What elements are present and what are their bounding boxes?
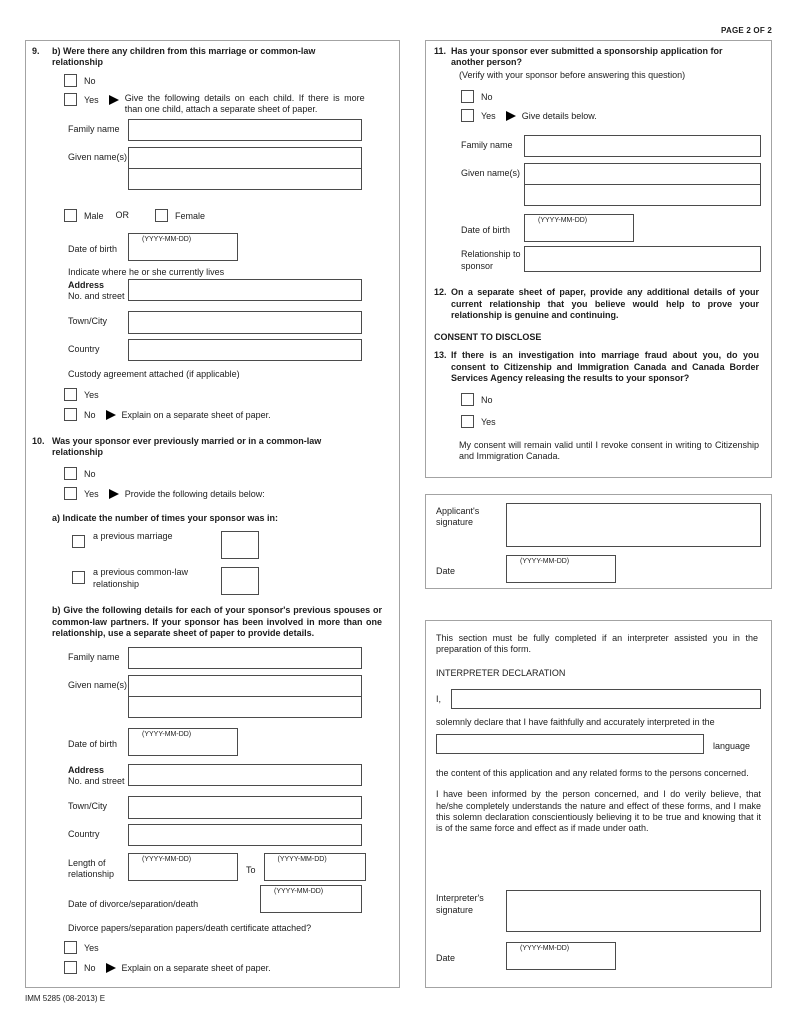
- q11-relationship-label: Relationship to sponsor: [461, 249, 521, 271]
- q10-given-names-input-2[interactable]: [128, 696, 362, 718]
- q11-dob-format-hint: (YYYY-MM-DD): [538, 217, 588, 225]
- q10-marriage-count-row: [72, 531, 399, 559]
- q10-commonlaw-count-row: [72, 567, 399, 595]
- q9-family-name-input[interactable]: [128, 119, 362, 141]
- q10-given-names-label: Given name(s): [68, 680, 128, 690]
- q10-family-name-row: [68, 647, 362, 669]
- q9-country-label: Country: [68, 344, 100, 355]
- q11-family-name-input[interactable]: [524, 135, 761, 157]
- q10-street-input[interactable]: [128, 764, 362, 786]
- q9-sex-row: [64, 209, 399, 222]
- q10-divorce-date-format-hint: (YYYY-MM-DD): [274, 887, 324, 895]
- arrow-right-icon: [106, 410, 116, 420]
- q11-number: 11.: [434, 46, 447, 56]
- q11-dob-label: Date of birth: [461, 225, 511, 236]
- interpreter-declaration-panel: [425, 620, 772, 988]
- interpreter-i-label: I,: [436, 693, 442, 704]
- q9-yes-label: Yes: [84, 94, 99, 105]
- q9-or-label: OR: [115, 210, 130, 221]
- q9-family-name-label: Family name: [68, 124, 120, 135]
- q9-street-input[interactable]: [128, 279, 362, 301]
- q10-length-to-format-hint: (YYYY-MM-DD): [277, 855, 327, 863]
- q10-commonlaw-count-input[interactable]: [221, 567, 259, 595]
- q10-a-heading: a) Indicate the number of times your sponsor was in:: [52, 513, 279, 523]
- q10-papers-no-instruction: Explain on a separate sheet of paper.: [121, 963, 271, 973]
- interpreter-intro: This section must be fully completed if an interpreter assisted you in the preparation of this form.: [436, 633, 758, 655]
- arrow-right-icon: [109, 95, 119, 105]
- interpreter-content-line: the content of this application and any related forms to the persons concerned.: [436, 768, 749, 778]
- interpreter-name-input[interactable]: [451, 689, 761, 709]
- q11-given-names-inputs: [524, 163, 761, 206]
- q9-no-option: [64, 74, 399, 87]
- q9-given-names-input-1[interactable]: [128, 147, 362, 169]
- q11-family-name-row: [461, 135, 761, 157]
- q13-yes-label: Yes: [481, 417, 496, 428]
- applicant-signature-input[interactable]: [506, 503, 761, 547]
- q10-divorce-papers-label: Divorce papers/separation papers/death certificate attached?: [68, 922, 312, 933]
- left-form-panel: [25, 40, 400, 988]
- interpreter-signature-label: Interpreter's signature: [436, 893, 484, 915]
- q13-no-label: No: [481, 395, 493, 405]
- q9-custody-no-option: [64, 408, 399, 421]
- q9-address-label-block: [68, 279, 128, 303]
- q10-length-from-input[interactable]: [128, 853, 238, 881]
- q10-papers-no-checkbox[interactable]: [64, 961, 77, 974]
- q10-papers-yes-label: Yes: [84, 942, 99, 953]
- q11-yes-instruction: Give details below.: [521, 111, 597, 121]
- q13-yes-option: [461, 415, 771, 428]
- q11-question: Has your sponsor ever submitted a sponsorship application for another person?: [451, 46, 723, 68]
- applicant-date-label: Date: [436, 566, 456, 576]
- q9-dob-format-hint: (YYYY-MM-DD): [142, 235, 192, 243]
- consent-note: My consent will remain valid until I revoke consent in writing to Citizenship and Immigration Canada.: [459, 439, 759, 461]
- consent-heading: CONSENT TO DISCLOSE: [434, 332, 542, 342]
- q10-town-input[interactable]: [128, 796, 362, 819]
- q10-previous-marriage-label: a previous marriage: [93, 531, 173, 542]
- q9-custody-no-checkbox[interactable]: [64, 408, 77, 421]
- q9-currently-lives-label: Indicate where he or she currently lives: [68, 266, 225, 277]
- q10-no-option: [64, 467, 399, 480]
- q11-given-names-row: [461, 163, 761, 206]
- q9-custody-no-instruction: Explain on a separate sheet of paper.: [121, 409, 271, 420]
- q12-number: 12.: [434, 287, 447, 298]
- q13-no-option: [461, 393, 771, 406]
- q9-country-input[interactable]: [128, 339, 362, 361]
- q10-country-input[interactable]: [128, 824, 362, 846]
- interpreter-signature-input[interactable]: [506, 890, 761, 932]
- interpreter-date-input[interactable]: [506, 942, 616, 970]
- q10-previous-commonlaw-checkbox[interactable]: [72, 571, 85, 584]
- q10-length-to-label: To: [246, 864, 256, 875]
- q10-no-label: No: [84, 468, 96, 479]
- q11-verify-note: (Verify with your sponsor before answering this question): [459, 69, 686, 80]
- q9-female-checkbox[interactable]: [155, 209, 168, 222]
- q11-given-names-input-2[interactable]: [524, 184, 761, 206]
- q9-no-checkbox[interactable]: [64, 74, 77, 87]
- q9-custody-yes-checkbox[interactable]: [64, 388, 77, 401]
- q10-yes-option: [64, 487, 399, 500]
- q11-no-checkbox[interactable]: [461, 90, 474, 103]
- q9-custody-yes-label: Yes: [84, 389, 99, 400]
- q11-yes-option: [461, 109, 771, 122]
- applicant-signature-row: [436, 503, 761, 547]
- interpreter-signature-row: [436, 890, 761, 932]
- q10-yes-instruction: Provide the following details below:: [124, 488, 265, 499]
- q10-given-names-inputs: [128, 675, 362, 718]
- q9-given-names-input-2[interactable]: [128, 168, 362, 190]
- q9-male-checkbox[interactable]: [64, 209, 77, 222]
- q11-given-names-input-1[interactable]: [524, 163, 761, 185]
- q10-address-label: Address: [68, 765, 105, 775]
- q9-no-label: No: [84, 75, 96, 86]
- q10-divorce-date-input[interactable]: [260, 885, 362, 913]
- interpreter-language-row: [436, 734, 761, 754]
- interpreter-language-input[interactable]: [436, 734, 704, 754]
- q9-yes-option: [64, 93, 399, 116]
- q9-male-label: Male: [84, 211, 104, 222]
- q9-street-label: No. and street: [68, 291, 125, 301]
- q9-given-names-label: Given name(s): [68, 152, 128, 163]
- q10-question: Was your sponsor ever previously married or in a common-law relationship: [52, 436, 322, 458]
- q10-number: 10.: [32, 436, 45, 446]
- q10-dob-label: Date of birth: [68, 739, 118, 749]
- q10-yes-label: Yes: [84, 488, 99, 499]
- q10-town-label: Town/City: [68, 800, 108, 811]
- q9-number: 9.: [32, 46, 40, 56]
- applicant-signature-label: Applicant's signature: [436, 506, 480, 528]
- q12-question: On a separate sheet of paper, provide any additional details of your current relationship that you believe would help to prove your relationship is genuine and continuing.: [451, 287, 759, 320]
- interpreter-date-label: Date: [436, 953, 456, 964]
- q10-address-label-block: [68, 764, 128, 788]
- q10-papers-no-label: No: [84, 963, 96, 973]
- q10-question-row: [32, 436, 399, 459]
- q10-previous-commonlaw-label: a previous common-law relationship: [93, 567, 189, 589]
- q9-dob-row: [68, 233, 362, 261]
- q10-country-row: [68, 824, 362, 846]
- q13-no-checkbox[interactable]: [461, 393, 474, 406]
- q9-given-names-row: [68, 147, 362, 190]
- q11-yes-checkbox[interactable]: [461, 109, 474, 122]
- q10-given-names-row: [68, 675, 362, 718]
- q12-question-row: [434, 287, 759, 321]
- applicant-signature-panel: [425, 494, 772, 589]
- q11-relationship-input[interactable]: [524, 246, 761, 272]
- q9-female-label: Female: [175, 211, 206, 222]
- q10-divorce-date-label: Date of divorce/separation/death: [68, 898, 199, 909]
- q10-family-name-input[interactable]: [128, 647, 362, 669]
- q10-given-names-input-1[interactable]: [128, 675, 362, 697]
- q10-yes-checkbox[interactable]: [64, 487, 77, 500]
- q9-dob-input[interactable]: [128, 233, 238, 261]
- q9-question-row: [32, 46, 399, 69]
- q9-dob-label: Date of birth: [68, 243, 118, 254]
- q9-family-name-row: [68, 119, 362, 141]
- q10-town-row: [68, 796, 362, 819]
- interpreter-heading: INTERPRETER DECLARATION: [436, 667, 566, 678]
- q9-street-row: [68, 279, 362, 303]
- arrow-right-icon: [109, 489, 119, 499]
- q9-custody-label: Custody agreement attached (if applicable): [68, 369, 240, 380]
- q10-dob-row: [68, 728, 362, 756]
- q9-given-names-inputs: [128, 147, 362, 190]
- q13-question: If there is an investigation into marriage fraud about you, do you consent to Citizenship and Immigration Canada and Canada Border Services Agency releasing the results to your sponsor?: [451, 350, 759, 383]
- q11-relationship-row: [461, 246, 761, 272]
- applicant-date-input[interactable]: [506, 555, 616, 583]
- q10-divorce-date-row: [68, 885, 362, 913]
- interpreter-date-row: [436, 942, 761, 970]
- interpreter-date-format-hint: (YYYY-MM-DD): [520, 945, 570, 953]
- arrow-right-icon: [106, 963, 116, 973]
- q11-dob-row: [461, 214, 761, 242]
- q10-marriage-count-input[interactable]: [221, 531, 259, 559]
- page-number-label: PAGE 2 OF 2: [721, 26, 772, 35]
- q10-previous-marriage-checkbox[interactable]: [72, 535, 85, 548]
- q10-street-label: No. and street: [68, 776, 125, 787]
- q10-length-label: Length of relationship: [68, 857, 115, 879]
- q10-country-label: Country: [68, 828, 100, 839]
- q9-town-row: [68, 311, 362, 334]
- interpreter-paragraph: I have been informed by the person concerned, and I do verily believe, that he/she completely understands the nature and effect of these forms, and I make this solemn declaration conscientiously believing it to be true and knowing that it is of the same force and effect as if made under oath.: [436, 789, 761, 833]
- q10-papers-yes-checkbox[interactable]: [64, 941, 77, 954]
- interpreter-language-label: language: [713, 741, 751, 751]
- q10-b-heading: b) Give the following details for each of your sponsor's previous spouses or common-law partners. If your sponsor has been involved in more than one relationship, use a separate sheet of paper to provide details.: [52, 605, 382, 638]
- interpreter-declare-line: solemnly declare that I have faithfully and accurately interpreted in the: [436, 716, 715, 727]
- q10-no-checkbox[interactable]: [64, 467, 77, 480]
- q10-papers-yes-option: [64, 941, 399, 954]
- form-number-label: IMM 5285 (08-2013) E: [25, 994, 106, 1003]
- q13-yes-checkbox[interactable]: [461, 415, 474, 428]
- q9-custody-yes-option: [64, 388, 399, 401]
- q13-number: 13.: [434, 350, 447, 361]
- applicant-date-format-hint: (YYYY-MM-DD): [520, 558, 570, 565]
- q11-dob-input[interactable]: [524, 214, 634, 242]
- q11-question-row: [434, 46, 771, 69]
- q10-papers-no-option: [64, 961, 399, 974]
- q9-town-label: Town/City: [68, 316, 108, 327]
- q9-yes-instruction: Give the following details on each child. If there is more than one child, attach a separate sheet of paper.: [124, 92, 365, 114]
- q11-no-label: No: [481, 91, 493, 102]
- q11-family-name-label: Family name: [461, 140, 513, 151]
- q9-yes-checkbox[interactable]: [64, 93, 77, 106]
- q10-dob-format-hint: (YYYY-MM-DD): [142, 731, 192, 738]
- q10-family-name-label: Family name: [68, 652, 120, 662]
- interpreter-name-row: [436, 689, 761, 709]
- q9-question: b) Were there any children from this marriage or common-law relationship: [52, 46, 316, 68]
- q10-length-to-input[interactable]: [264, 853, 366, 881]
- arrow-right-icon: [506, 111, 516, 121]
- q10-dob-input[interactable]: [128, 728, 238, 756]
- sponsor-history-panel: [425, 40, 772, 478]
- q10-street-row: [68, 764, 362, 788]
- q11-given-names-label: Given name(s): [461, 168, 521, 179]
- q11-no-option: [461, 90, 771, 103]
- q9-custody-no-label: No: [84, 409, 96, 420]
- applicant-date-row: [436, 555, 761, 583]
- q11-yes-label: Yes: [481, 111, 496, 121]
- q10-length-row: [68, 853, 362, 881]
- q9-address-label: Address: [68, 279, 105, 290]
- q9-town-input[interactable]: [128, 311, 362, 334]
- q10-length-from-format-hint: (YYYY-MM-DD): [142, 855, 192, 863]
- q9-country-row: [68, 339, 362, 361]
- q13-question-row: [434, 350, 759, 384]
